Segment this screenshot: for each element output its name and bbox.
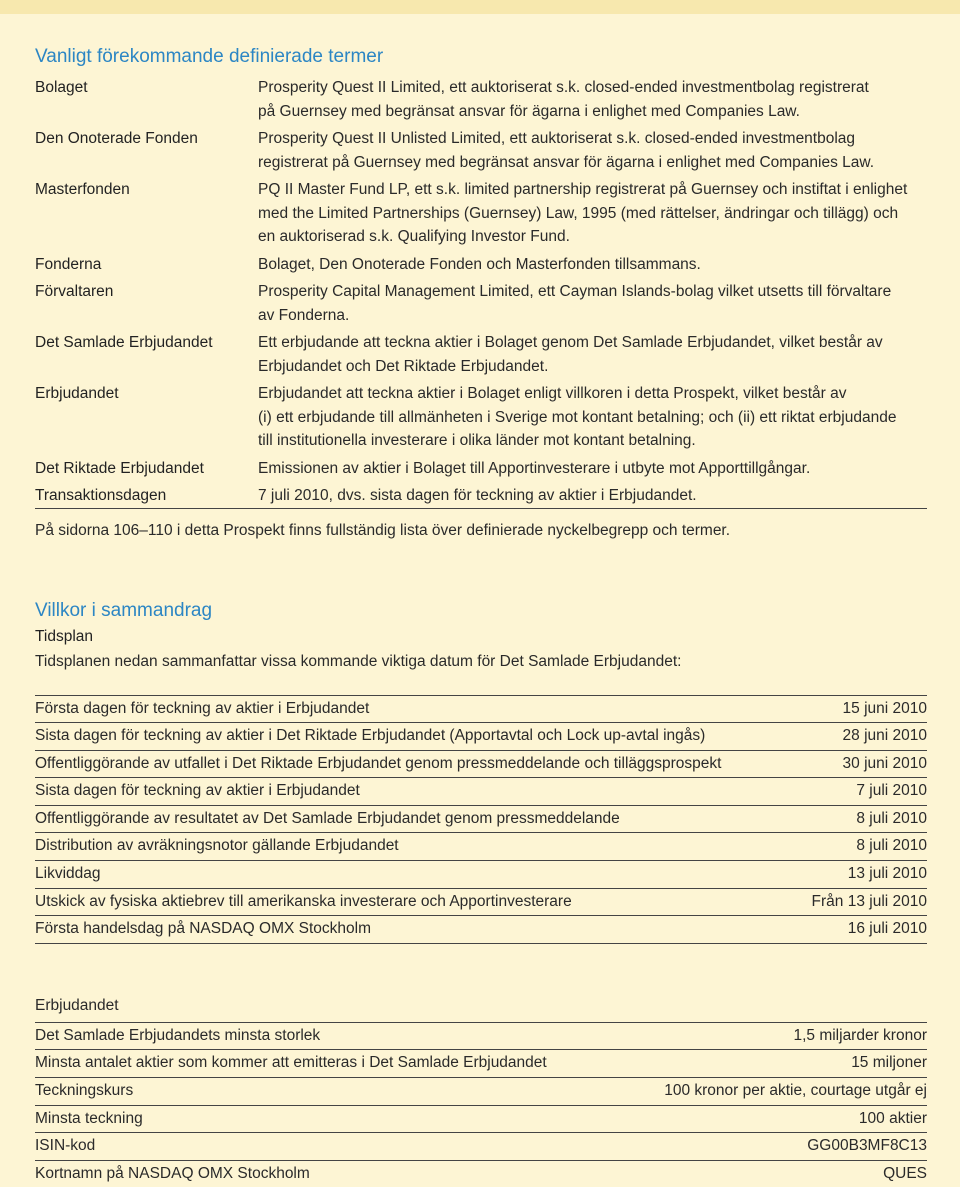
content (35, 44, 927, 1187)
row-label: Första handelsdag på NASDAQ OMX Stockholm (35, 920, 371, 938)
row-value: 30 juni 2010 (842, 754, 927, 772)
row-label: Första dagen för teckning av aktier i Erbjudandet (35, 699, 370, 717)
table-row (35, 723, 927, 751)
table-row (35, 916, 927, 944)
definition-term: Det Riktade Erbjudandet (35, 459, 204, 477)
row-value: QUES (883, 1164, 927, 1182)
definition-term: Den Onoterade Fonden (35, 130, 198, 147)
definition-row (35, 127, 927, 174)
definition-line: på Guernsey med begränsat ansvar för ägarna i enlighet med Companies Law. (258, 102, 800, 120)
villkor-title: Villkor i sammandrag (35, 599, 213, 621)
row-label: Offentliggörande av resultatet av Det Samlade Erbjudandet genom pressmeddelande (35, 809, 620, 827)
table-row (35, 778, 927, 806)
row-value: 28 juni 2010 (842, 727, 927, 745)
definition-line: till institutionella investerare i olika länder mot kontant betalning. (258, 432, 696, 449)
table-row (35, 1050, 927, 1078)
row-label: ISIN-kod (35, 1137, 96, 1155)
tidsplan-heading: Tidsplan (35, 627, 94, 645)
row-label: Sista dagen för teckning av aktier i Erbjudandet (35, 782, 360, 800)
definition-row (35, 253, 927, 277)
row-label: Distribution av avräkningsnotor gällande Erbjudandet (35, 837, 399, 855)
definition-line: Erbjudandet att teckna aktier i Bolaget enligt villkoren i detta Prospekt, vilket består av (258, 385, 847, 402)
row-label: Offentliggörande av utfallet i Det Riktade Erbjudandet genom pressmeddelande och tilläggsprospekt (35, 754, 722, 772)
definition-line: Prosperity Quest II Unlisted Limited, ett auktoriserat s.k. closed-ended investmentbolag (258, 130, 856, 147)
definition-description (258, 331, 927, 378)
row-value: GG00B3MF8C13 (807, 1137, 927, 1155)
table-row (35, 889, 927, 917)
row-label: Teckningskurs (35, 1082, 134, 1100)
definition-line: PQ II Master Fund LP, ett s.k. limited partnership registrerat på Guernsey och instiftat i enlighet (258, 181, 908, 198)
definition-line: Erbjudandet och Det Riktade Erbjudandet. (258, 357, 549, 375)
row-value: 7 juli 2010 (856, 782, 927, 800)
definitions-title: Vanligt förekommande definierade termer (35, 46, 384, 67)
row-label: Utskick av fysiska aktiebrev till amerikanska investerare och Apportinvesterare (35, 892, 572, 910)
definition-description (258, 178, 927, 249)
definition-line: 7 juli 2010, dvs. sista dagen för teckning av aktier i Erbjudandet. (258, 487, 697, 504)
row-value: 100 aktier (858, 1109, 927, 1127)
definition-line: (i) ett erbjudande till allmänheten i Sverige mot kontant betalning; och (ii) ett riktat erbjudande (258, 408, 897, 426)
definition-line: med the Limited Partnerships (Guernsey) Law, 1995 (med rättelser, ändringar och tillägg) och (258, 204, 899, 222)
row-value: 100 kronor per aktie, courtage utgår ej (664, 1082, 927, 1100)
definitions-table (35, 76, 927, 509)
definition-row (35, 457, 927, 481)
row-value: 16 juli 2010 (847, 920, 927, 938)
definition-description (258, 484, 927, 508)
definitions-note: På sidorna 106–110 i detta Prospekt finns fullständig lista över definierade nyckelbegrepp och termer. (35, 521, 731, 539)
definition-term: Förvaltaren (35, 283, 114, 300)
definition-term: Transaktionsdagen (35, 487, 167, 504)
definition-description (258, 127, 927, 174)
definition-description (258, 382, 927, 453)
definition-description (258, 253, 927, 277)
definition-term: Masterfonden (35, 181, 130, 198)
table-row (35, 1133, 927, 1161)
row-value: Från 13 juli 2010 (811, 892, 927, 910)
row-label: Likviddag (35, 865, 101, 883)
row-value: 13 juli 2010 (847, 865, 927, 883)
row-value: 15 miljoner (851, 1054, 927, 1072)
definition-row (35, 178, 927, 249)
definition-line: Ett erbjudande att teckna aktier i Bolaget genom Det Samlade Erbjudandet, vilket består av (258, 334, 883, 351)
definition-description (258, 457, 927, 481)
definition-row (35, 484, 927, 508)
table-row (35, 696, 927, 724)
table-row (35, 1161, 927, 1187)
table-row (35, 861, 927, 889)
schedule-table (35, 695, 927, 944)
definition-line: Prosperity Capital Management Limited, ett Cayman Islands-bolag vilket utsetts till förvaltare (258, 283, 892, 300)
definition-line: av Fonderna. (258, 306, 350, 324)
row-label: Sista dagen för teckning av aktier i Det Riktade Erbjudandet (Apportavtal och Lock up-avtal ingås) (35, 727, 706, 745)
row-label: Det Samlade Erbjudandets minsta storlek (35, 1026, 321, 1044)
row-label: Minsta teckning (35, 1109, 143, 1127)
row-value: 8 juli 2010 (856, 837, 927, 855)
definition-row (35, 76, 927, 123)
definition-line: Bolaget, Den Onoterade Fonden och Masterfonden tillsammans. (258, 255, 701, 273)
top-band (0, 0, 960, 14)
row-label: Minsta antalet aktier som kommer att emitteras i Det Samlade Erbjudandet (35, 1054, 547, 1072)
definition-term: Det Samlade Erbjudandet (35, 334, 213, 351)
definition-line: registrerat på Guernsey med begränsat ansvar för ägarna i enlighet med Companies Law. (258, 153, 875, 171)
row-label: Kortnamn på NASDAQ OMX Stockholm (35, 1164, 310, 1182)
definition-line: en auktoriserad s.k. Qualifying Investor Fund. (258, 228, 570, 245)
definition-row (35, 280, 927, 327)
table-row (35, 751, 927, 779)
erbjudandet-heading: Erbjudandet (35, 996, 119, 1014)
table-row (35, 1106, 927, 1134)
definition-term: Fonderna (35, 255, 102, 273)
row-value: 1,5 miljarder kronor (793, 1026, 927, 1044)
definition-term: Bolaget (35, 79, 88, 96)
definition-line: Prosperity Quest II Limited, ett auktoriserat s.k. closed-ended investmentbolag registrerat (258, 79, 869, 96)
table-row (35, 1078, 927, 1106)
definition-description (258, 76, 927, 123)
definition-line: Emissionen av aktier i Bolaget till Apportinvesterare i utbyte mot Apporttillgångar. (258, 459, 811, 477)
row-value: 15 juni 2010 (842, 699, 927, 717)
table-row (35, 833, 927, 861)
definition-row (35, 382, 927, 453)
definition-term: Erbjudandet (35, 385, 119, 402)
offer-table (35, 1022, 927, 1187)
definition-description (258, 280, 927, 327)
table-row (35, 806, 927, 834)
table-row (35, 1023, 927, 1051)
definition-row (35, 331, 927, 378)
row-value: 8 juli 2010 (856, 809, 927, 827)
tidsplan-intro: Tidsplanen nedan sammanfattar vissa kommande viktiga datum för Det Samlade Erbjudandet: (35, 652, 682, 670)
